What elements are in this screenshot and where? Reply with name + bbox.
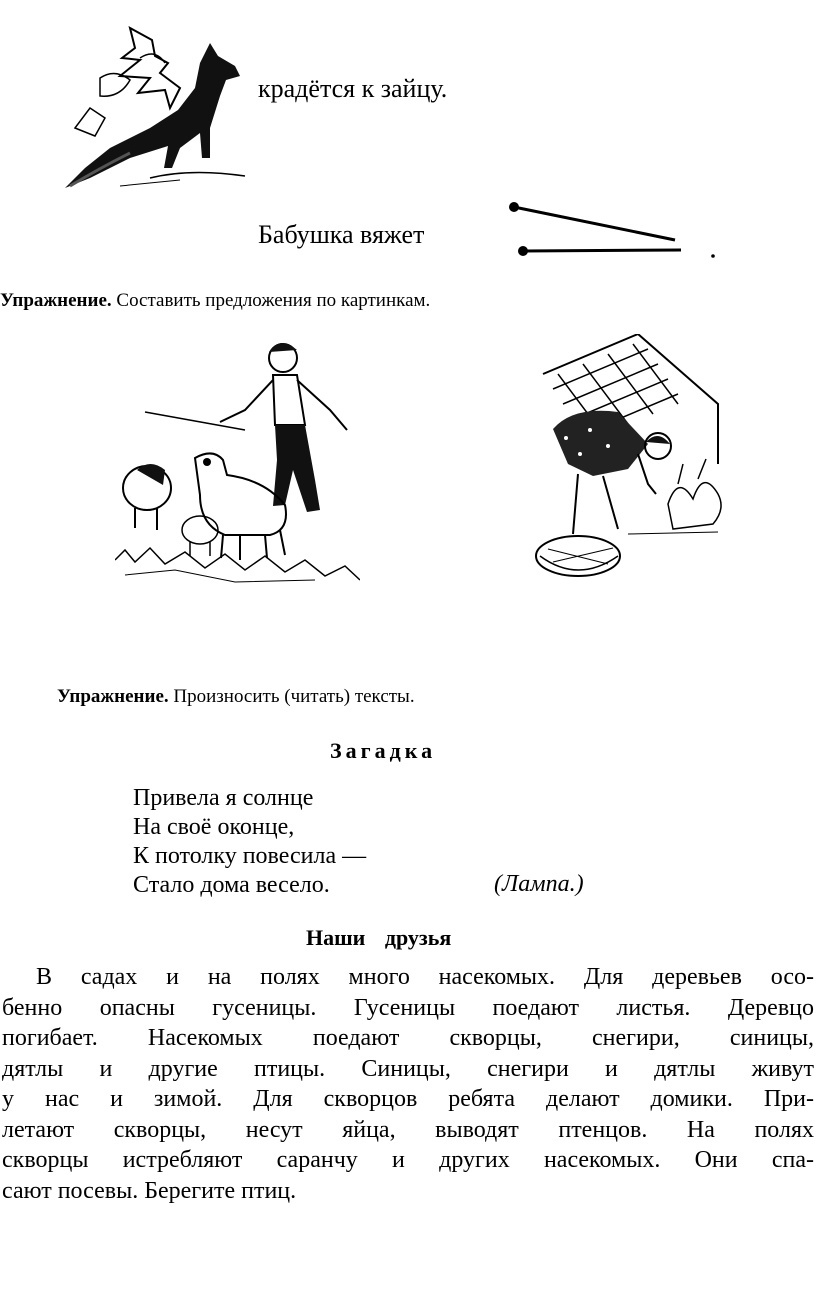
poem-line: К потолку повесила — xyxy=(133,843,367,869)
exercise-1-label: Упражнение. xyxy=(0,290,112,311)
fox-icon xyxy=(60,18,250,190)
story-line: летают скворцы, несут яйца, выводят птенцов. На полях xyxy=(2,1116,814,1143)
story-line: В садах и на полях много насекомых. Для деревьев осо- xyxy=(36,964,814,990)
exercise-1 xyxy=(0,290,430,312)
exercise-2-text: Произносить (читать) тексты. xyxy=(173,686,415,707)
exercise-1-text: Составить предложения по картинкам. xyxy=(116,290,431,311)
riddle-poem xyxy=(133,784,366,900)
woman-gardening-icon xyxy=(528,334,728,590)
poem-line: На своё оконце, xyxy=(133,814,295,840)
exercise-2-label: Упражнение. xyxy=(57,686,169,707)
riddle-title: Загадка xyxy=(330,738,437,763)
exercise-2 xyxy=(57,686,415,708)
story-line: у нас и зимой. Для скворцов ребята делают домики. При- xyxy=(2,1086,814,1112)
poem-line: Привела я солнце xyxy=(133,785,314,811)
story-line: скворцы истребляют саранчу и других насекомых. Они спа- xyxy=(2,1147,814,1173)
poem-line: Стало дома весело. xyxy=(133,872,330,898)
story-paragraph xyxy=(2,962,814,1206)
knitting-needles-icon xyxy=(505,196,717,262)
story-line: дятлы и другие птицы. Синицы, снегири и дятлы живут xyxy=(2,1055,814,1082)
grandma-caption: Бабушка вяжет xyxy=(258,220,425,249)
story-line: бенно опасны гусеницы. Гусеницы поедают листья. Деревцо xyxy=(2,994,814,1021)
story-line: погибает. Насекомых поедают скворцы, снегири, синицы, xyxy=(2,1025,814,1051)
fox-caption: крадётся к зайцу. xyxy=(258,74,448,103)
riddle-answer: (Лампа.) xyxy=(494,871,584,897)
boy-with-sheep-icon xyxy=(115,330,360,588)
story-title: Наши друзья xyxy=(306,925,452,950)
story-line: сают посевы. Берегите птиц. xyxy=(2,1177,297,1204)
